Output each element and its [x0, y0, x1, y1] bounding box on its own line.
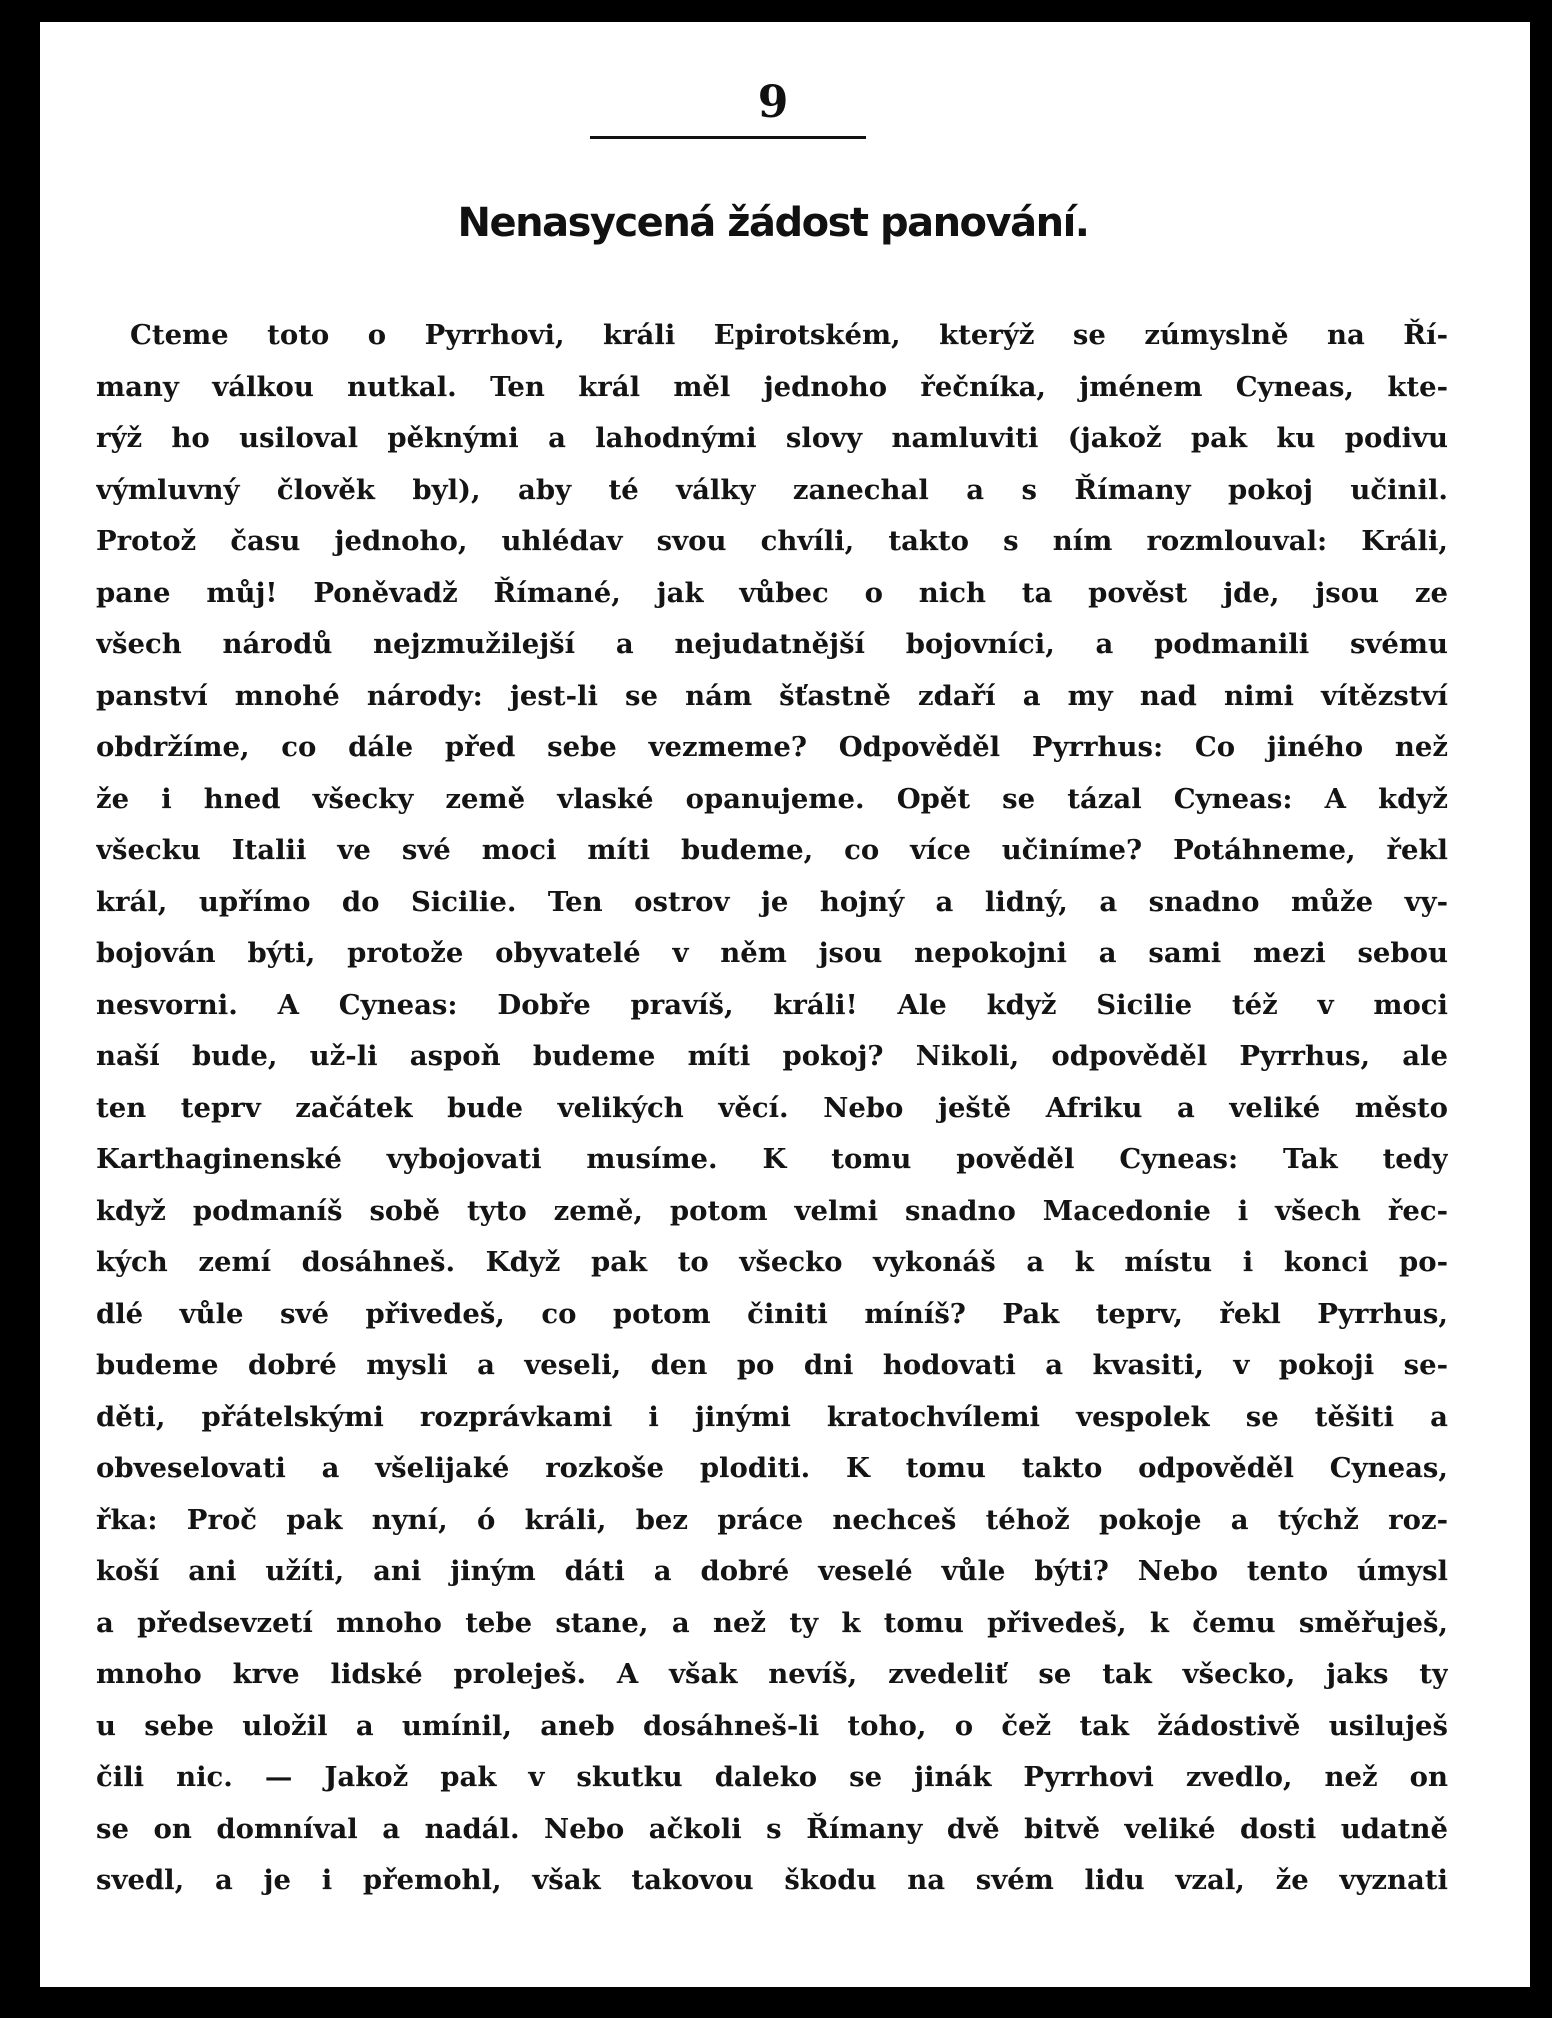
text-line: u sebe uložil a umínil, aneb dosáhneš-li toho, o čež tak žádostivě usiluješ — [96, 1709, 1448, 1742]
text-line: výmluvný člověk byl), aby té války zanechal a s Římany pokoj učinil. — [96, 473, 1448, 506]
text-line: se on domníval a nadál. Nebo ačkoli s Římany dvě bitvě veliké dosti udatně — [96, 1812, 1448, 1845]
text-line: čili nic. — Jakož pak v skutku daleko se jinák Pyrrhovi zvedlo, než on — [96, 1761, 1448, 1793]
text-line: Protož času jednoho, uhlédav svou chvíli, takto s ním rozmlouval: Králi, — [96, 525, 1448, 557]
text-line: Karthaginenské vybojovati musíme. K tomu pověděl Cyneas: Tak tedy — [96, 1143, 1448, 1175]
text-line: kých zemí dosáhneš. Když pak to všecko vykonáš a k místu i konci po- — [96, 1246, 1448, 1278]
text-line: nesvorni. A Cyneas: Dobře pravíš, králi! Ale když Sicilie též v moci — [96, 988, 1448, 1021]
text-line: všecku Italii ve své moci míti budeme, co více učiníme? Potáhneme, řekl — [96, 834, 1448, 866]
body-text — [96, 310, 1448, 1907]
text-line: obveselovati a všelijaké rozkoše ploditi. K tomu takto odpověděl Cyneas, — [96, 1452, 1448, 1484]
header-rule — [590, 136, 866, 139]
text-line: a předsevzetí mnoho tebe stane, a než ty k tomu přivedeš, k čemu směřuješ, — [96, 1606, 1448, 1639]
chapter-heading: Nenasycená žádost panování. — [457, 200, 1089, 246]
text-line: ten teprv začátek bude velikých věcí. Nebo ještě Afriku a veliké město — [96, 1091, 1448, 1124]
text-line: Cteme toto o Pyrrhovi, králi Epirotském, kterýž se zúmyslně na Ří- — [130, 319, 1448, 351]
text-line: řka: Proč pak nyní, ó králi, bez práce nechceš téhož pokoje a týchž roz- — [96, 1503, 1448, 1536]
text-line: děti, přátelskými rozprávkami i jinými kratochvílemi vespolek se těšiti a — [96, 1400, 1448, 1433]
text-line: naší bude, už-li aspoň budeme míti pokoj? Nikoli, odpověděl Pyrrhus, ale — [96, 1040, 1448, 1072]
text-line: koší ani užíti, ani jiným dáti a dobré veselé vůle býti? Nebo tento úmysl — [96, 1555, 1448, 1587]
text-line: svedl, a je i přemohl, však takovou škodu na svém lidu vzal, že vyznati — [96, 1864, 1448, 1896]
text-line: many válkou nutkal. Ten král měl jednoho řečníka, jménem Cyneas, kte- — [96, 370, 1448, 403]
text-line: rýž ho usiloval pěknými a lahodnými slovy namluviti (jakož pak ku podivu — [96, 422, 1448, 454]
text-line: panství mnohé národy: jest-li se nám šťastně zdaří a my nad nimi vítězství — [96, 679, 1448, 712]
text-line: obdržíme, co dále před sebe vezmeme? Odpověděl Pyrrhus: Co jiného než — [96, 731, 1448, 763]
book-page — [40, 22, 1530, 1987]
text-line: bojován býti, protože obyvatelé v něm jsou nepokojni a sami mezi sebou — [96, 937, 1448, 969]
text-line: když podmaníš sobě tyto země, potom velmi snadno Macedonie i všech řec- — [96, 1194, 1448, 1227]
text-line: budeme dobré mysli a veseli, den po dni hodovati a kvasiti, v pokoji se- — [96, 1349, 1448, 1381]
text-line: pane můj! Poněvadž Římané, jak vůbec o nich ta pověst jde, jsou ze — [96, 576, 1448, 609]
text-line: že i hned všecky země vlaské opanujeme. Opět se tázal Cyneas: A když — [96, 782, 1448, 815]
text-line: mnoho krve lidské proleješ. A však nevíš, zvedeliť se tak všecko, jaks ty — [96, 1658, 1448, 1690]
text-line: všech národů nejzmužilejší a nejudatnější bojovníci, a podmanili svému — [96, 628, 1448, 660]
page-number: 9 — [757, 77, 789, 128]
text-line: dlé vůle své přivedeš, co potom činiti míníš? Pak teprv, řekl Pyrrhus, — [96, 1297, 1448, 1330]
text-line: král, upřímo do Sicilie. Ten ostrov je hojný a lidný, a snadno může vy- — [96, 885, 1448, 918]
